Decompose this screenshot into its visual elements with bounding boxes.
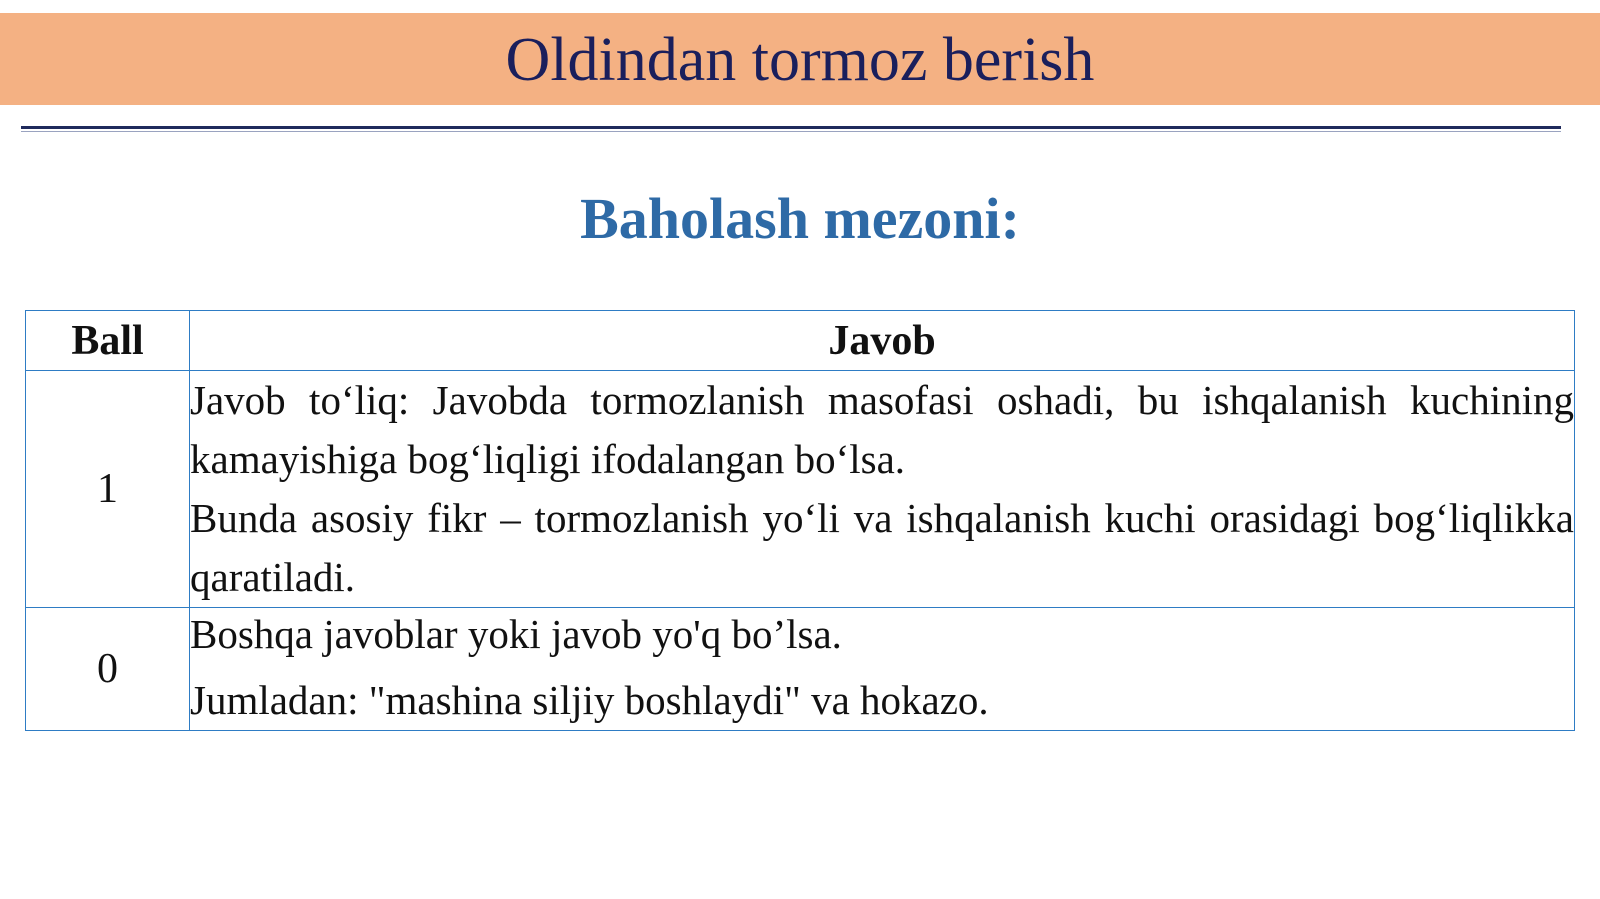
score-cell: 1 <box>26 371 190 608</box>
slide-title: Oldindan tormoz berish <box>505 26 1095 94</box>
column-header-answer: Javob <box>190 311 1575 371</box>
answer-cell <box>190 371 1575 608</box>
answer-paragraph: Jumladan: "mashina siljiy boshlaydi" va hokazo. <box>190 677 989 723</box>
column-header-ball: Ball <box>26 311 190 371</box>
answer-paragraph: Boshqa javoblar yoki javob yo'q bo’lsa. <box>190 611 842 657</box>
answer-cell <box>190 608 1575 731</box>
table-row <box>26 371 1575 608</box>
criteria-table <box>25 310 1575 731</box>
title-band <box>0 13 1600 105</box>
table-header-row <box>26 311 1575 371</box>
title-divider <box>21 126 1561 129</box>
section-heading: Baholash mezoni: <box>580 186 1020 251</box>
answer-paragraph: Javob to‘liq: Javobda tormozlanish masofasi oshadi, bu ishqalanish kuchining kamayishiga bog‘liqligi ifodalangan bo‘lsa. <box>190 377 1574 482</box>
table-row <box>26 608 1575 731</box>
title-divider-shadow <box>21 131 1561 132</box>
answer-paragraph: Bunda asosiy fikr – tormozlanish yo‘li va ishqalanish kuchi orasidagi bog‘liqlikka qaratiladi. <box>190 495 1574 600</box>
score-cell: 0 <box>26 608 190 731</box>
